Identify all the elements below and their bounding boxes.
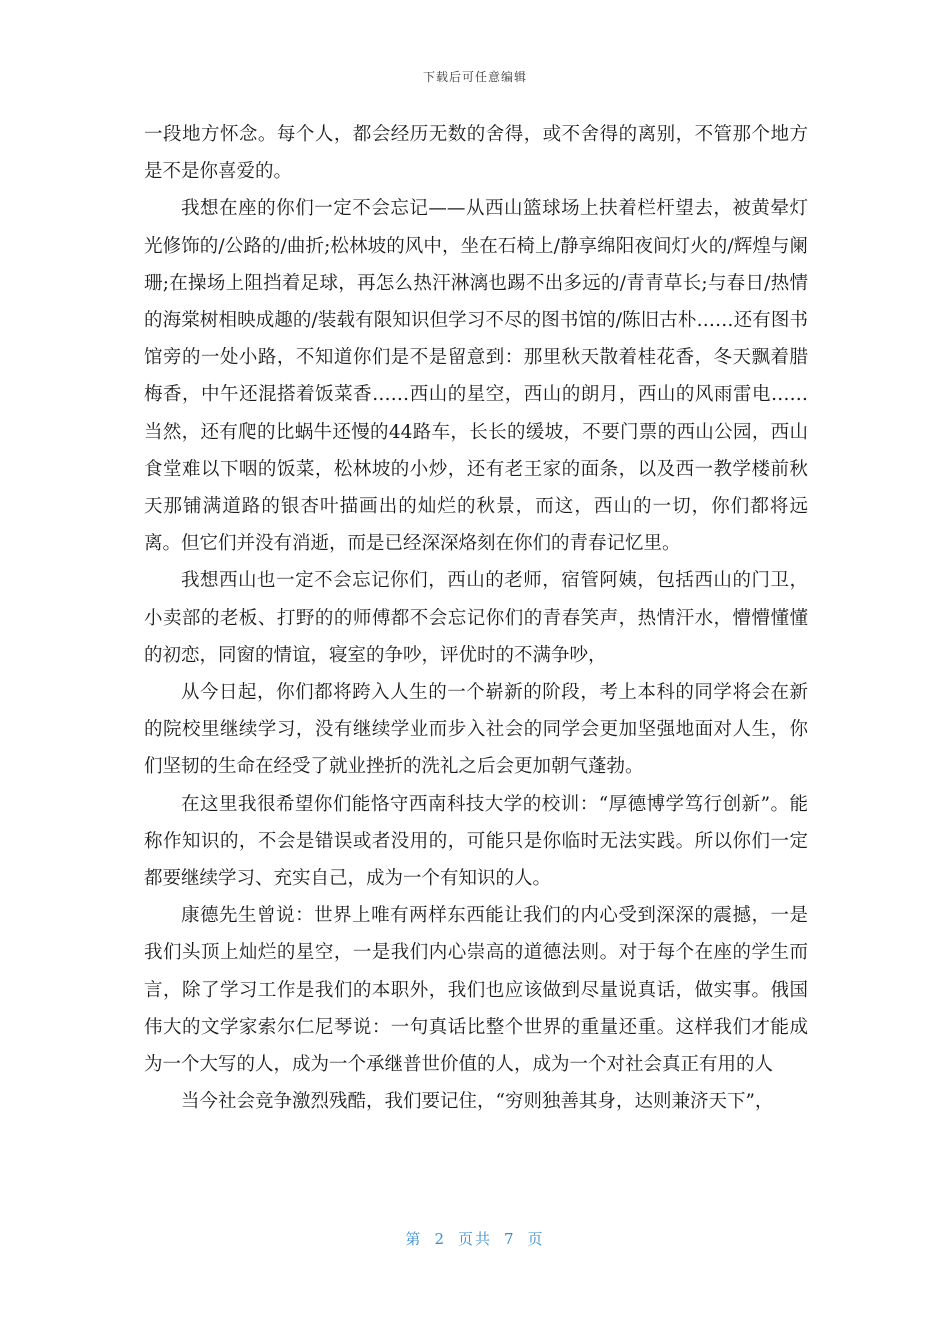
footer-total-pages: 7 bbox=[504, 1230, 516, 1248]
footer-prefix: 第 bbox=[405, 1230, 423, 1248]
body-text bbox=[144, 116, 808, 1120]
page-footer bbox=[0, 1228, 950, 1249]
paragraph-3: 我想西山也一定不会忘记你们，西山的老师，宿管阿姨，包括西山的门卫，小卖部的老板、打野的的师傅都不会忘记你们的青春笑声，热情汗水，懵懵懂懂的初恋，同窗的情谊，寝室的争吵，评优时的不满争吵， bbox=[144, 570, 808, 666]
paragraph-1: 一段地方怀念。每个人，都会经历无数的舍得，或不舍得的离别，不管那个地方是不是你喜爱的。 bbox=[144, 124, 808, 183]
paragraph-6: 康德先生曾说：世界上唯有两样东西能让我们的内心受到深深的震撼，一是我们头顶上灿烂的星空，一是我们内心崇高的道德法则。对于每个在座的学生而言，除了学习工作是我们的本职外，我们也应该做到尽量说真话，做实事。俄国伟大的文学家索尔仁尼琴说：一句真话比整个世界的重量还重。这样我们才能成为一个大写的人，成为一个承继普世价值的人，成为一个对社会真正有用的人 bbox=[144, 905, 808, 1076]
footer-current-page: 2 bbox=[434, 1230, 446, 1248]
paragraph-7: 当今社会竞争激烈残酷，我们要记住，“穷则独善其身，达则兼济天下”， bbox=[181, 1091, 774, 1113]
footer-suffix: 页 bbox=[527, 1230, 545, 1248]
paragraph-5: 在这里我很希望你们能恪守西南科技大学的校训：“厚德博学笃行创新”。能称作知识的，不会是错误或者没用的，可能只是你临时无法实践。所以你们一定都要继续学习、充实自己，成为一个有知识的人。 bbox=[144, 793, 808, 890]
paragraph-4: 从今日起，你们都将跨入人生的一个崭新的阶段，考上本科的同学将会在新的院校里继续学习，没有继续学业而步入社会的同学会更加坚强地面对人生，你们坚韧的生命在经受了就业挫折的洗礼之后会更加朝气蓬勃。 bbox=[144, 682, 808, 778]
footer-middle: 页共 bbox=[457, 1230, 492, 1248]
paragraph-2: 我想在座的你们一定不会忘记——从西山篮球场上扶着栏杆望去，被黄晕灯光修饰的/公路的/曲折;松林坡的风中，坐在石椅上/静享绵阳夜间灯火的/辉煌与阑珊;在操场上阻挡着足球，再怎么热汗淋漓也踢不出多远的/青青草长;与春日/热情的海棠树相映成趣的/装载有限知识但学习不尽的图书馆的/陈旧古朴……还有图书馆旁的一处小路，不知道你们是不是留意到：那里秋天散着桂花香，冬天飘着腊梅香，中午还混搭着饭菜香……西山的星空，西山的朗月，西山的风雨雷电……当然，还有爬的比蜗牛还慢的44路车，长长的缓坡，不要门票的西山公园，西山食堂难以下咽的饭菜，松林坡的小炒，还有老王家的面条，以及西一教学楼前秋天那铺满道路的银杏叶描画出的灿烂的秋景，而这，西山的一切，你们都将远离。但它们并没有消逝，而是已经深深烙刻在你们的青春记忆里。 bbox=[144, 198, 808, 555]
header-note: 下载后可任意编辑 bbox=[422, 70, 527, 84]
